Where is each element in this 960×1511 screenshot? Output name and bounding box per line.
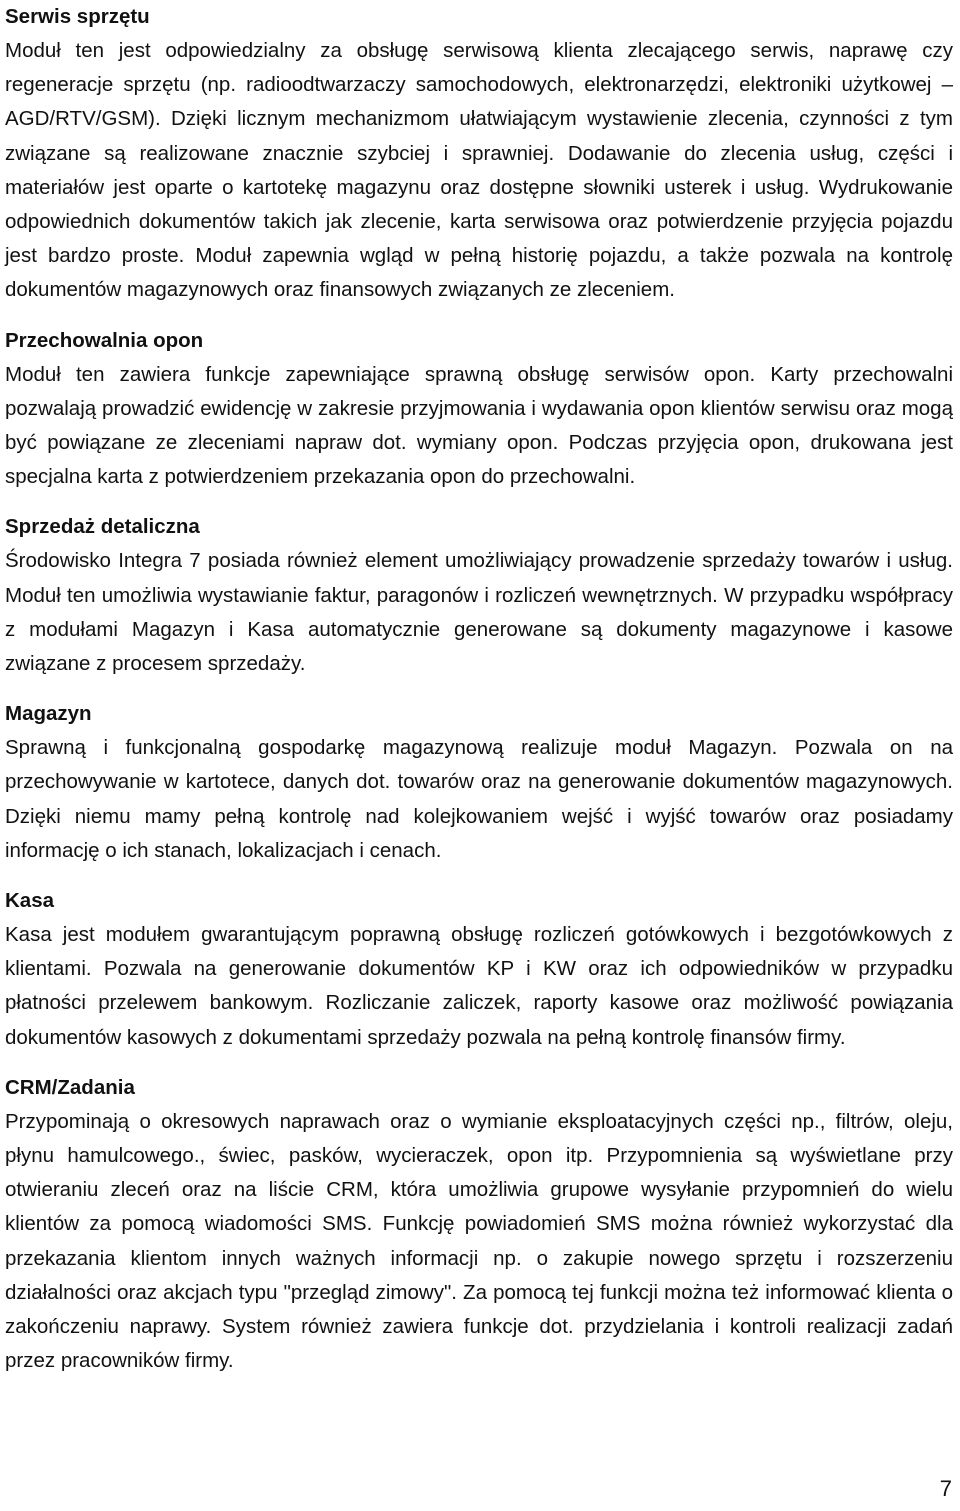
section-heading: Sprzedaż detaliczna <box>5 515 200 539</box>
section-sprzedaz-detaliczna <box>5 510 953 681</box>
document-page <box>5 0 953 1379</box>
section-gap <box>5 494 953 510</box>
section-gap <box>5 868 953 884</box>
section-gap <box>5 681 953 697</box>
section-heading: Kasa <box>5 889 55 913</box>
section-heading: Magazyn <box>5 702 92 726</box>
section-magazyn <box>5 697 953 868</box>
section-heading: CRM/Zadania <box>5 1075 135 1099</box>
page-number: 7 <box>939 1476 952 1501</box>
section-heading: Serwis sprzętu <box>5 5 150 28</box>
section-paragraph: Przypominają o okresowych naprawach oraz o wymianie eksploatacyjnych części np., filtrów, oleju, płynu hamulcowego., świec, pasków, wycieraczek, opon itp. Przypomnienia są wyświetlane przy otwieraniu zleceń oraz na liście CRM, która umożliwia grupowe wysyłanie przypomnień do wielu klientów za pomocą wiadomości SMS. Funkcję powiadomień SMS można również wykorzystać dla przekazania klientom innych ważnych informacji np. o zakupie nowego sprzętu i rozszerzeniu działalności oraz akcjach typu "przegląd zimowy". Za pomocą tej funkcji można też informować klienta o zakończeniu naprawy. System również zawiera funkcje dot. przydzielania i kontroli realizacji zadań przez pracowników firmy. <box>5 1109 953 1373</box>
section-paragraph: Środowisko Integra 7 posiada również element umożliwiający prowadzenie sprzedaży towarów i usług. Moduł ten umożliwia wystawianie faktur, paragonów i rozliczeń wewnętrznych. W przypadku współpracy z modułami Magazyn i Kasa automatycznie generowane są dokumenty magazynowe i kasowe związane z procesem sprzedaży. <box>5 549 953 676</box>
section-heading: Przechowalnia opon <box>5 328 204 352</box>
section-serwis-sprzetu <box>5 0 953 308</box>
section-gap <box>5 308 953 324</box>
section-gap <box>5 1055 953 1071</box>
section-paragraph: Kasa jest modułem gwarantującym poprawną obsługę rozliczeń gotówkowych i bezgotówkowych z klientami. Pozwala na generowanie dokumentów KP i KW oraz ich odpowiedników w przypadku płatności przelewem bankowym. Rozliczanie zaliczek, raporty kasowe oraz możliwość powiązania dokumentów kasowych z dokumentami sprzedaży pozwala na pełną kontrolę finansów firmy. <box>5 923 953 1049</box>
section-crm-zadania <box>5 1071 953 1379</box>
section-paragraph: Sprawną i funkcjonalną gospodarkę magazynową realizuje moduł Magazyn. Pozwala on na przechowywanie w kartotece, danych dot. towarów oraz na generowanie dokumentów magazynowych. Dzięki niemu mamy pełną kontrolę nad kolejkowaniem wejść i wyjść towarów oraz posiadamy informację o ich stanach, lokalizacjach i cenach. <box>5 736 953 862</box>
section-paragraph: Moduł ten zawiera funkcje zapewniające sprawną obsługę serwisów opon. Karty przechowalni pozwalają prowadzić ewidencję w zakresie przyjmowania i wydawania opon klientów serwisu oraz mogą być powiązane ze zleceniami napraw dot. wymiany opon. Podczas przyjęcia opon, drukowana jest specjalna karta z potwierdzeniem przekazania opon do przechowalni. <box>5 362 953 489</box>
section-przechowalnia-opon <box>5 324 953 495</box>
section-kasa <box>5 884 953 1055</box>
section-paragraph: Moduł ten jest odpowiedzialny za obsługę serwisową klienta zlecającego serwis, naprawę czy regeneracje sprzętu (np. radioodtwarzaczy samochodowych, elektronarzędzi, elektroniki użytkowej – AGD/RTV/GSM). Dzięki licznym mechanizmom ułatwiającym wystawienie zlecenia, czynności z tym związane są realizowane znacznie szybciej i sprawniej. Dodawanie do zlecenia usług, części i materiałów jest oparte o kartotekę magazynu oraz dostępne słowniki usterek i usług. Wydrukowanie odpowiednich dokumentów takich jak zlecenie, karta serwisowa oraz potwierdzenie przyjęcia pojazdu jest bardzo proste. Moduł zapewnia wgląd w pełną historię pojazdu, a także pozwala na kontrolę dokumentów magazynowych oraz finansowych związanych ze zleceniem. <box>5 39 953 302</box>
